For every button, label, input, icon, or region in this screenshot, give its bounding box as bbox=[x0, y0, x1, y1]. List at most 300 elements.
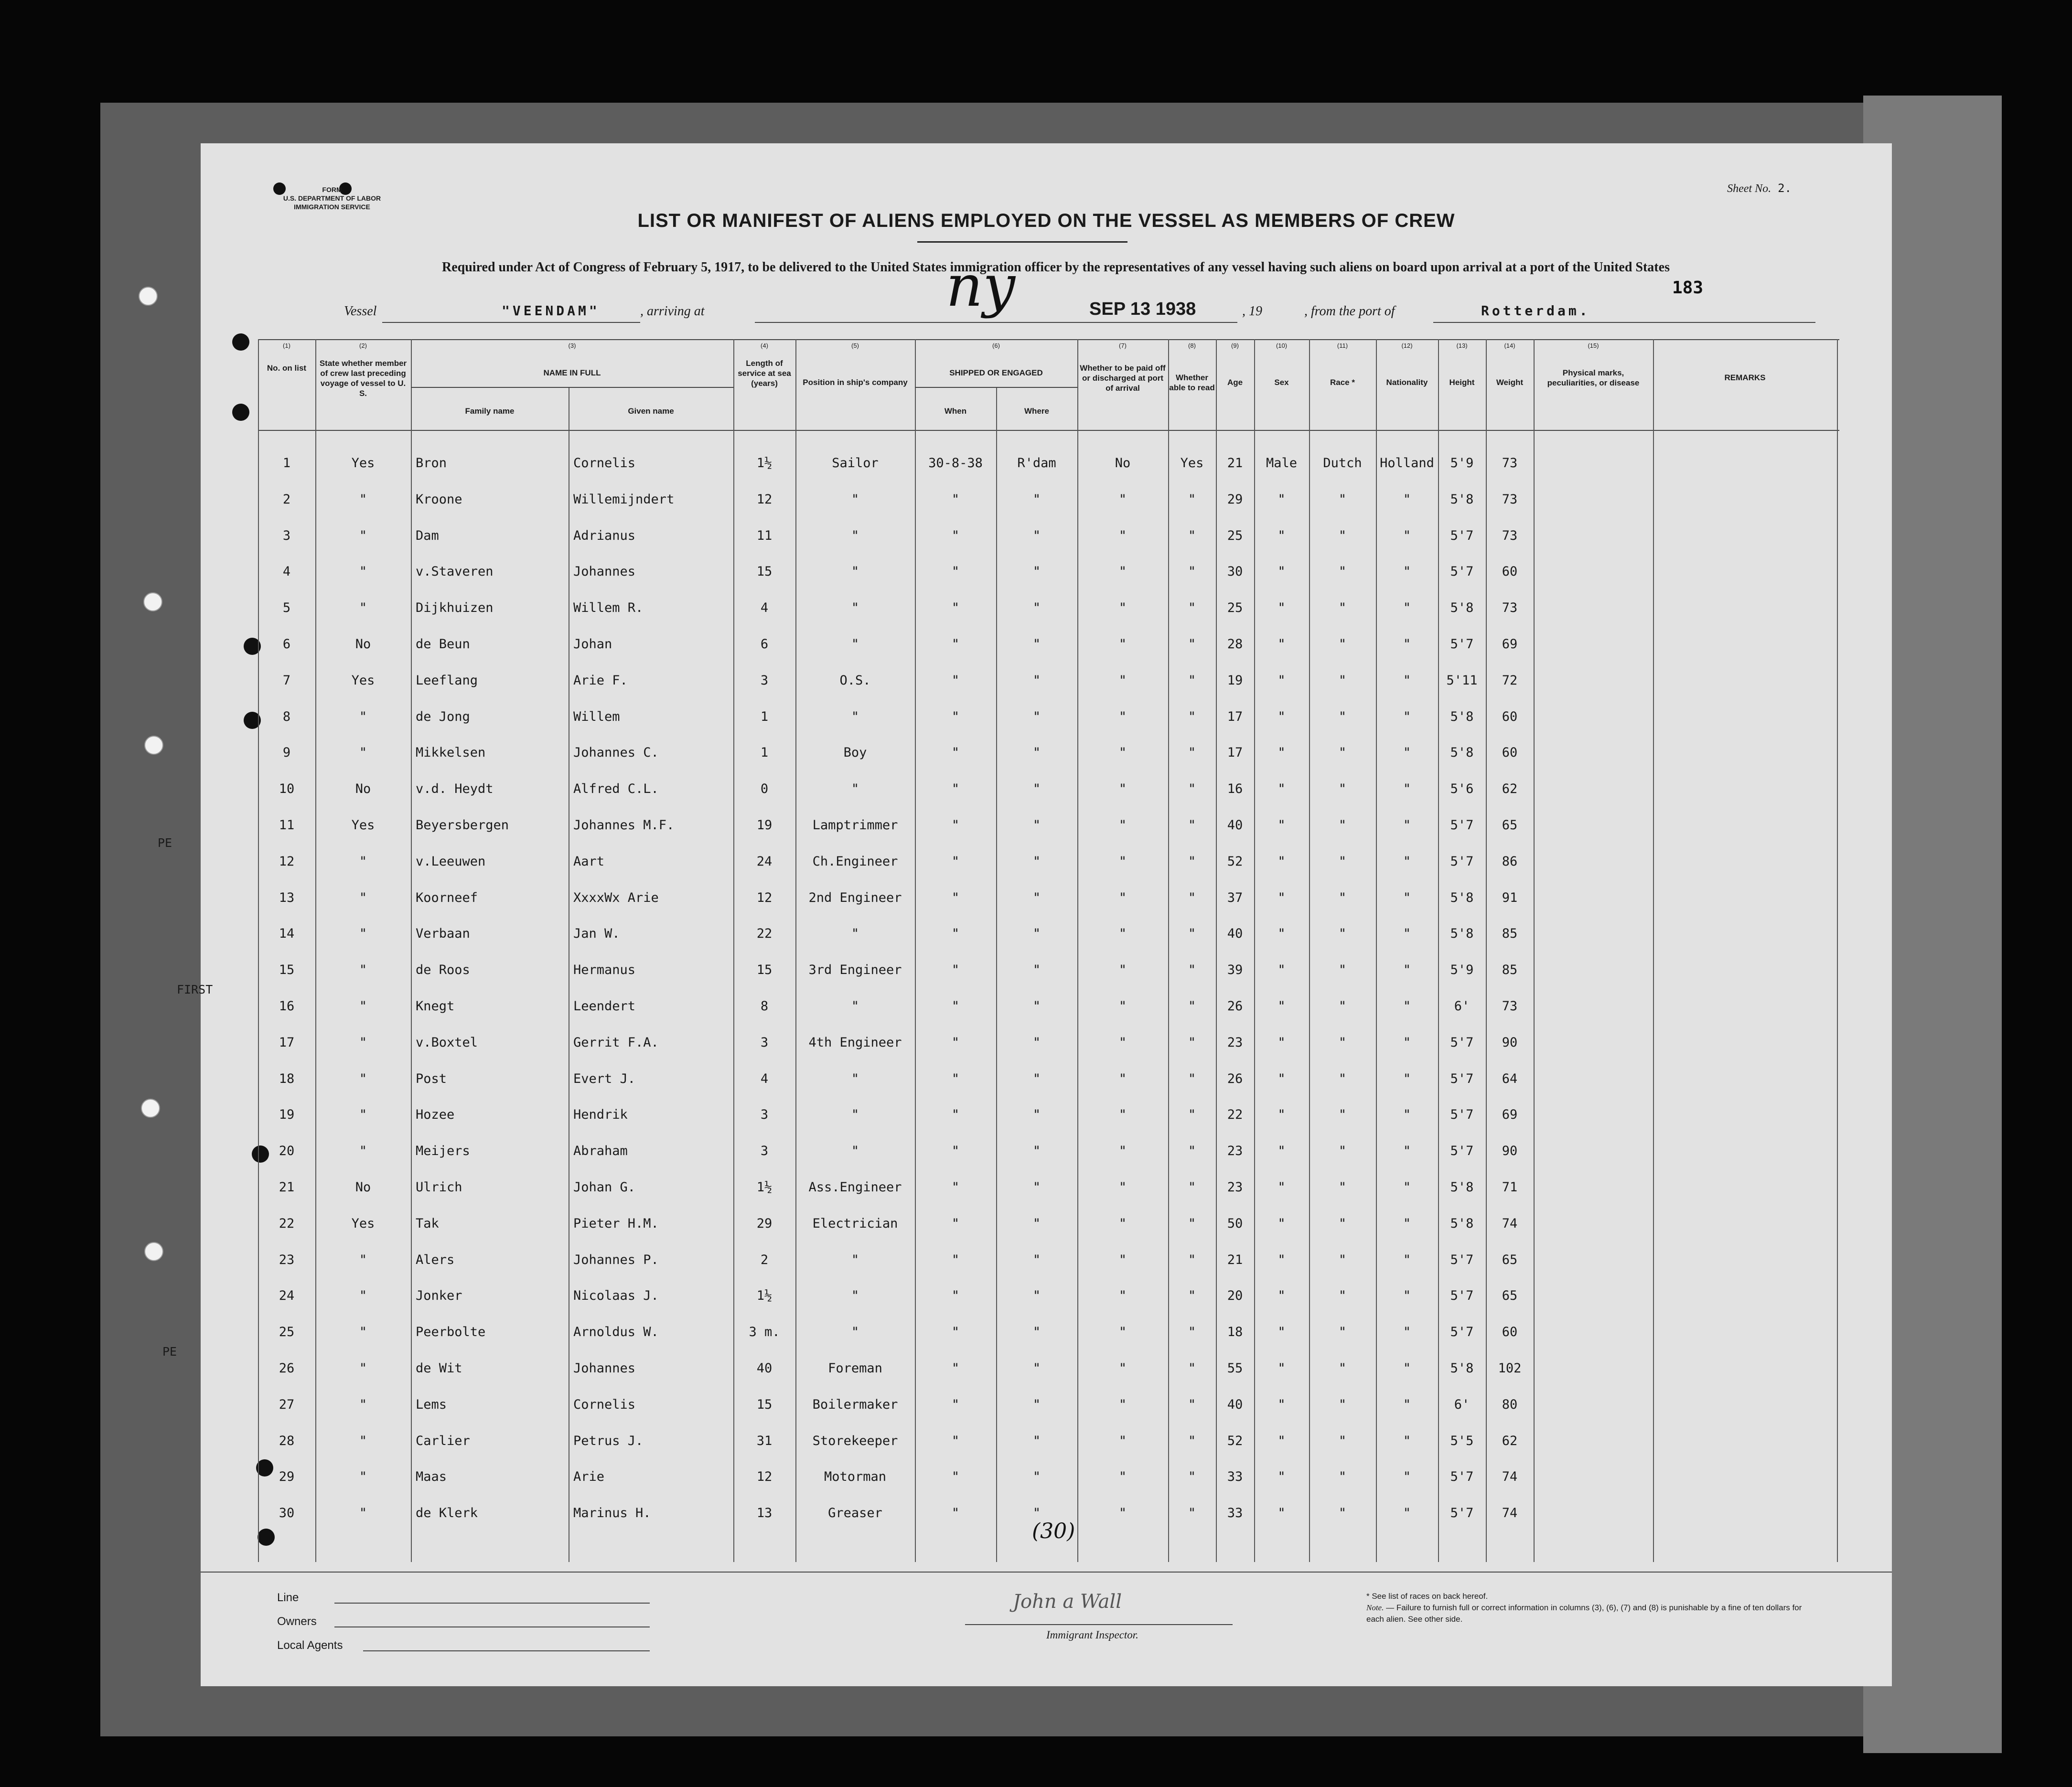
col-header-read: Whether able to read bbox=[1169, 373, 1215, 392]
cell-sex: " bbox=[1278, 1397, 1286, 1412]
cell-prev: No bbox=[355, 637, 371, 652]
col-header-no: No. on list bbox=[267, 364, 307, 373]
from-port-label: , from the port of bbox=[1304, 304, 1395, 319]
cell-height: 5'6 bbox=[1450, 781, 1474, 797]
cell-service: 19 bbox=[756, 818, 773, 833]
cell-given: Evert J. bbox=[573, 1071, 636, 1086]
cell-race: " bbox=[1338, 1216, 1347, 1231]
cell-paid-off: " bbox=[1118, 999, 1127, 1014]
cell-read: " bbox=[1188, 600, 1196, 616]
cell-prev: " bbox=[359, 1361, 367, 1376]
cell-where: " bbox=[1032, 1180, 1041, 1195]
cell-age: 17 bbox=[1227, 709, 1243, 724]
cell-prev: " bbox=[359, 1325, 367, 1340]
cell-weight: 90 bbox=[1502, 1144, 1518, 1159]
cell-height: 5'7 bbox=[1450, 1288, 1474, 1304]
table-row bbox=[258, 626, 1839, 663]
table-row bbox=[258, 699, 1839, 735]
cell-paid-off: " bbox=[1118, 1433, 1127, 1448]
cell-prev: " bbox=[359, 999, 367, 1014]
cell-family: Koorneef bbox=[416, 890, 478, 905]
cell-when: " bbox=[951, 673, 960, 688]
cell-sex: " bbox=[1278, 1035, 1286, 1050]
col-header-family-name: Family name bbox=[465, 407, 515, 416]
cell-given: Pieter H.M. bbox=[573, 1216, 659, 1231]
cell-position: 4th Engineer bbox=[808, 1035, 902, 1050]
cell-paid-off: " bbox=[1118, 1216, 1127, 1231]
col-header-given-name: Given name bbox=[628, 407, 674, 416]
cell-service: 1½ bbox=[756, 1288, 773, 1304]
cell-no: 16 bbox=[279, 999, 295, 1014]
cell-given: Abraham bbox=[573, 1144, 628, 1159]
cell-where: " bbox=[1032, 890, 1041, 905]
cell-prev: " bbox=[359, 745, 367, 760]
cell-when: " bbox=[951, 1433, 960, 1448]
cell-given: Willemijndert bbox=[573, 492, 675, 507]
cell-where: " bbox=[1032, 600, 1041, 616]
service: IMMIGRATION SERVICE bbox=[294, 203, 370, 211]
cell-sex: " bbox=[1278, 1506, 1286, 1521]
cell-service: 3 m. bbox=[749, 1325, 780, 1340]
cell-given: Cornelis bbox=[573, 456, 636, 471]
cell-race: " bbox=[1338, 781, 1347, 797]
cell-position: 3rd Engineer bbox=[808, 963, 902, 978]
cell-race: " bbox=[1338, 1325, 1347, 1340]
col-number: (15) bbox=[1588, 342, 1599, 349]
cell-no: 19 bbox=[279, 1107, 295, 1123]
cell-sex: " bbox=[1278, 999, 1286, 1014]
cell-weight: 73 bbox=[1502, 456, 1518, 471]
cell-paid-off: " bbox=[1118, 709, 1127, 724]
cell-given: Hermanus bbox=[573, 963, 636, 978]
cell-prev: " bbox=[359, 1144, 367, 1159]
table-row bbox=[258, 880, 1839, 916]
cell-nationality: " bbox=[1403, 492, 1411, 507]
cell-sex: " bbox=[1278, 637, 1286, 652]
cell-given: Jan W. bbox=[573, 926, 620, 942]
cell-height: 5'7 bbox=[1450, 818, 1474, 833]
cell-service: 15 bbox=[756, 564, 773, 579]
cell-height: 5'7 bbox=[1450, 854, 1474, 869]
cell-weight: 90 bbox=[1502, 1035, 1518, 1050]
punch-hole bbox=[232, 404, 249, 421]
col-header-nationality: Nationality bbox=[1386, 378, 1428, 387]
cell-no: 5 bbox=[282, 600, 291, 616]
cell-when: " bbox=[951, 709, 960, 724]
cell-age: 50 bbox=[1227, 1216, 1243, 1231]
name-subrule bbox=[411, 387, 733, 388]
table-row bbox=[258, 988, 1839, 1025]
cell-weight: 85 bbox=[1502, 926, 1518, 942]
cell-read: " bbox=[1188, 1506, 1196, 1521]
table-row bbox=[258, 771, 1839, 807]
col-header-remarks: REMARKS bbox=[1724, 373, 1766, 382]
cell-no: 18 bbox=[279, 1071, 295, 1086]
cell-sex: " bbox=[1278, 1144, 1286, 1159]
cell-paid-off: " bbox=[1118, 673, 1127, 688]
cell-weight: 72 bbox=[1502, 673, 1518, 688]
cell-height: 5'11 bbox=[1446, 673, 1478, 688]
cell-weight: 65 bbox=[1502, 818, 1518, 833]
cell-when: " bbox=[951, 1506, 960, 1521]
footer-rule bbox=[201, 1572, 1892, 1573]
cell-prev: " bbox=[359, 528, 367, 543]
cell-age: 21 bbox=[1227, 1252, 1243, 1267]
cell-race: " bbox=[1338, 1288, 1347, 1304]
cell-weight: 85 bbox=[1502, 963, 1518, 978]
cell-no: 2 bbox=[282, 492, 291, 507]
cell-given: Cornelis bbox=[573, 1397, 636, 1412]
cell-position: Electrician bbox=[812, 1216, 898, 1231]
cell-age: 30 bbox=[1227, 564, 1243, 579]
cell-service: 15 bbox=[756, 1397, 773, 1412]
cell-no: 9 bbox=[282, 745, 291, 760]
col-number: (4) bbox=[761, 342, 768, 349]
cell-height: 5'9 bbox=[1450, 963, 1474, 978]
cell-prev: Yes bbox=[351, 456, 375, 471]
cell-read: " bbox=[1188, 564, 1196, 579]
cell-where: " bbox=[1032, 963, 1041, 978]
table-row bbox=[258, 1169, 1839, 1206]
cell-age: 37 bbox=[1227, 890, 1243, 905]
table-row bbox=[258, 952, 1839, 988]
inspector-signature: John a Wall bbox=[1013, 1591, 1122, 1613]
col-number: (7) bbox=[1119, 342, 1127, 349]
cell-sex: " bbox=[1278, 673, 1286, 688]
cell-position: Foreman bbox=[828, 1361, 882, 1376]
cell-family: de Roos bbox=[416, 963, 470, 978]
cell-weight: 62 bbox=[1502, 1433, 1518, 1448]
cell-position: " bbox=[851, 709, 859, 724]
cell-when: " bbox=[951, 637, 960, 652]
cell-nationality: " bbox=[1403, 854, 1411, 869]
cell-read: " bbox=[1188, 1035, 1196, 1050]
cell-family: Dam bbox=[416, 528, 439, 543]
cell-nationality: " bbox=[1403, 999, 1411, 1014]
manifest-page bbox=[158, 143, 1892, 1686]
cell-no: 14 bbox=[279, 926, 295, 942]
cell-no: 3 bbox=[282, 528, 291, 543]
cell-paid-off: " bbox=[1118, 781, 1127, 797]
cell-no: 28 bbox=[279, 1433, 295, 1448]
cell-when: " bbox=[951, 1107, 960, 1123]
cell-where: " bbox=[1032, 1144, 1041, 1159]
col-number: (2) bbox=[359, 342, 367, 349]
cell-prev: Yes bbox=[351, 1216, 375, 1231]
cell-family: de Jong bbox=[416, 709, 470, 724]
cell-when: " bbox=[951, 1252, 960, 1267]
table-row bbox=[258, 844, 1839, 880]
cell-given: Leendert bbox=[573, 999, 636, 1014]
binder-hole bbox=[141, 1099, 160, 1118]
cell-where: " bbox=[1032, 709, 1041, 724]
cell-service: 40 bbox=[756, 1361, 773, 1376]
col-header-height: Height bbox=[1449, 378, 1475, 387]
cell-paid-off: " bbox=[1118, 600, 1127, 616]
shipped-subrule bbox=[915, 387, 1077, 388]
cell-height: 5'7 bbox=[1450, 1144, 1474, 1159]
cell-where: " bbox=[1032, 745, 1041, 760]
cell-family: Tak bbox=[416, 1216, 439, 1231]
cell-read: " bbox=[1188, 999, 1196, 1014]
cell-when: " bbox=[951, 963, 960, 978]
race-note: * See list of races on back hereof. bbox=[1366, 1592, 1488, 1601]
cell-position: Ch.Engineer bbox=[812, 854, 898, 869]
cell-family: Bron bbox=[416, 456, 447, 471]
agents-rule bbox=[363, 1650, 650, 1651]
cell-sex: " bbox=[1278, 1071, 1286, 1086]
table-row bbox=[258, 916, 1839, 952]
arrival-underline bbox=[755, 322, 1237, 323]
cell-family: de Klerk bbox=[416, 1506, 478, 1521]
cell-no: 1 bbox=[282, 456, 291, 471]
cell-height: 5'7 bbox=[1450, 1506, 1474, 1521]
cell-given: Petrus J. bbox=[573, 1433, 644, 1448]
cell-given: Johannes C. bbox=[573, 745, 659, 760]
cell-read: " bbox=[1188, 1071, 1196, 1086]
cell-weight: 65 bbox=[1502, 1252, 1518, 1267]
col-header-physical-marks: Physical marks, peculiarities, or disease bbox=[1547, 368, 1640, 387]
cell-no: 29 bbox=[279, 1469, 295, 1485]
cell-no: 10 bbox=[279, 781, 295, 797]
col-number: (3) bbox=[568, 342, 576, 349]
cell-position: " bbox=[851, 926, 859, 942]
cell-sex: " bbox=[1278, 1252, 1286, 1267]
cell-prev: " bbox=[359, 890, 367, 905]
cell-where: " bbox=[1032, 673, 1041, 688]
cell-where: " bbox=[1032, 528, 1041, 543]
vessel-label: Vessel bbox=[344, 304, 377, 319]
sheet-number bbox=[1727, 182, 1792, 195]
cell-paid-off: " bbox=[1118, 1252, 1127, 1267]
cell-read: " bbox=[1188, 1469, 1196, 1485]
cell-race: " bbox=[1338, 528, 1347, 543]
cell-race: " bbox=[1338, 709, 1347, 724]
cell-height: 6' bbox=[1454, 1397, 1470, 1412]
col-number: (11) bbox=[1337, 342, 1348, 349]
cell-given: Arie F. bbox=[573, 673, 628, 688]
cell-where: " bbox=[1032, 1469, 1041, 1485]
inspector-rule bbox=[965, 1624, 1233, 1625]
cell-height: 6' bbox=[1454, 999, 1470, 1014]
cell-position: Storekeeper bbox=[812, 1433, 898, 1448]
cell-given: Willem R. bbox=[573, 600, 644, 616]
cell-weight: 73 bbox=[1502, 492, 1518, 507]
arrival-port-handwritten: ny bbox=[946, 253, 1016, 320]
table-row bbox=[258, 1387, 1839, 1423]
table-row bbox=[258, 1133, 1839, 1169]
cell-family: v.Boxtel bbox=[416, 1035, 478, 1050]
cell-race: " bbox=[1338, 1252, 1347, 1267]
cell-position: " bbox=[851, 1252, 859, 1267]
cell-read: " bbox=[1188, 1144, 1196, 1159]
cell-age: 40 bbox=[1227, 1397, 1243, 1412]
cell-when: " bbox=[951, 564, 960, 579]
title-underline bbox=[917, 241, 1127, 243]
cell-position: Ass.Engineer bbox=[808, 1180, 902, 1195]
cell-when: " bbox=[951, 1144, 960, 1159]
col-header-age: Age bbox=[1227, 378, 1243, 387]
cell-no: 21 bbox=[279, 1180, 295, 1195]
cell-no: 12 bbox=[279, 854, 295, 869]
cell-service: 13 bbox=[756, 1506, 773, 1521]
cell-nationality: " bbox=[1403, 1433, 1411, 1448]
cell-family: Mikkelsen bbox=[416, 745, 486, 760]
cell-prev: Yes bbox=[351, 673, 375, 688]
cell-nationality: " bbox=[1403, 564, 1411, 579]
cell-age: 39 bbox=[1227, 963, 1243, 978]
cell-age: 23 bbox=[1227, 1144, 1243, 1159]
table-row bbox=[258, 663, 1839, 699]
col-header-paid-off: Whether to be paid off or discharged at port of arrival bbox=[1080, 364, 1166, 393]
cell-age: 52 bbox=[1227, 854, 1243, 869]
cell-no: 8 bbox=[282, 709, 291, 724]
cell-prev: " bbox=[359, 564, 367, 579]
table-row bbox=[258, 1350, 1839, 1387]
cell-nationality: " bbox=[1403, 637, 1411, 652]
cell-family: Verbaan bbox=[416, 926, 470, 942]
cell-no: 6 bbox=[282, 637, 291, 652]
cell-nationality: " bbox=[1403, 1180, 1411, 1195]
cell-nationality: " bbox=[1403, 1397, 1411, 1412]
handwritten-total: (30) bbox=[1032, 1519, 1075, 1543]
cell-no: 27 bbox=[279, 1397, 295, 1412]
table-row bbox=[258, 807, 1839, 844]
col-header-service: Length of service at sea (years) bbox=[738, 359, 791, 388]
cell-family: Knegt bbox=[416, 999, 455, 1014]
cell-age: 25 bbox=[1227, 600, 1243, 616]
cell-read: " bbox=[1188, 745, 1196, 760]
cell-nationality: " bbox=[1403, 1252, 1411, 1267]
cell-paid-off: " bbox=[1118, 890, 1127, 905]
cell-nationality: " bbox=[1403, 890, 1411, 905]
col-number: (1) bbox=[283, 342, 290, 349]
cell-service: 1½ bbox=[756, 456, 773, 471]
cell-family: Ulrich bbox=[416, 1180, 462, 1195]
cell-where: " bbox=[1032, 1252, 1041, 1267]
cell-paid-off: " bbox=[1118, 1107, 1127, 1123]
cell-where: " bbox=[1032, 1216, 1041, 1231]
cell-when: " bbox=[951, 818, 960, 833]
cell-age: 33 bbox=[1227, 1506, 1243, 1521]
cell-when: " bbox=[951, 1071, 960, 1086]
cell-service: 1½ bbox=[756, 1180, 773, 1195]
table-row bbox=[258, 1061, 1839, 1097]
cell-weight: 73 bbox=[1502, 600, 1518, 616]
cell-read: " bbox=[1188, 818, 1196, 833]
cell-sex: " bbox=[1278, 926, 1286, 942]
cell-where: " bbox=[1032, 1071, 1041, 1086]
cell-age: 26 bbox=[1227, 1071, 1243, 1086]
cell-family: de Beun bbox=[416, 637, 470, 652]
cell-read: " bbox=[1188, 673, 1196, 688]
table-row bbox=[258, 1278, 1839, 1314]
cell-given: Nicolaas J. bbox=[573, 1288, 659, 1304]
cell-sex: " bbox=[1278, 528, 1286, 543]
cell-height: 5'8 bbox=[1450, 745, 1474, 760]
cell-nationality: Holland bbox=[1380, 456, 1434, 471]
cell-position: " bbox=[851, 637, 859, 652]
margin-note: PE bbox=[158, 836, 172, 850]
cell-given: Gerrit F.A. bbox=[573, 1035, 659, 1050]
cell-paid-off: " bbox=[1118, 818, 1127, 833]
cell-where: " bbox=[1032, 854, 1041, 869]
cell-nationality: " bbox=[1403, 1216, 1411, 1231]
col-header-previous-voyage: State whether member of crew last preceding voyage of vessel to U. S. bbox=[319, 359, 407, 398]
cell-sex: " bbox=[1278, 492, 1286, 507]
cell-service: 12 bbox=[756, 1469, 773, 1485]
cell-read: " bbox=[1188, 1216, 1196, 1231]
cell-no: 25 bbox=[279, 1325, 295, 1340]
cell-sex: " bbox=[1278, 1433, 1286, 1448]
cell-when: " bbox=[951, 492, 960, 507]
cell-weight: 73 bbox=[1502, 999, 1518, 1014]
cell-nationality: " bbox=[1403, 528, 1411, 543]
cell-prev: " bbox=[359, 1252, 367, 1267]
table-row bbox=[258, 1459, 1839, 1495]
cell-position: Lamptrimmer bbox=[812, 818, 898, 833]
cell-sex: " bbox=[1278, 564, 1286, 579]
cell-service: 22 bbox=[756, 926, 773, 942]
cell-sex: " bbox=[1278, 1216, 1286, 1231]
cell-position: " bbox=[851, 600, 859, 616]
cell-read: " bbox=[1188, 1361, 1196, 1376]
cell-nationality: " bbox=[1403, 963, 1411, 978]
cell-where: " bbox=[1032, 926, 1041, 942]
margin-note: FIRST bbox=[177, 983, 213, 996]
cell-nationality: " bbox=[1403, 781, 1411, 797]
cell-race: " bbox=[1338, 1397, 1347, 1412]
col-number: (13) bbox=[1456, 342, 1468, 349]
port-underline bbox=[1433, 322, 1815, 323]
cell-paid-off: " bbox=[1118, 564, 1127, 579]
cell-where: " bbox=[1032, 1107, 1041, 1123]
cell-sex: " bbox=[1278, 890, 1286, 905]
cell-prev: " bbox=[359, 1433, 367, 1448]
cell-height: 5'7 bbox=[1450, 1107, 1474, 1123]
cell-family: Beyersbergen bbox=[416, 818, 509, 833]
cell-age: 16 bbox=[1227, 781, 1243, 797]
arrival-date-stamp: SEP 13 1938 bbox=[1089, 299, 1196, 319]
binder-hole bbox=[144, 736, 163, 755]
cell-when: " bbox=[951, 1325, 960, 1340]
cell-paid-off: " bbox=[1118, 1071, 1127, 1086]
cell-height: 5'8 bbox=[1450, 1361, 1474, 1376]
cell-read: " bbox=[1188, 890, 1196, 905]
cell-no: 23 bbox=[279, 1252, 295, 1267]
sheet-label: Sheet No. bbox=[1727, 182, 1771, 195]
cell-weight: 80 bbox=[1502, 1397, 1518, 1412]
cell-race: " bbox=[1338, 637, 1347, 652]
cell-prev: " bbox=[359, 926, 367, 942]
cell-service: 29 bbox=[756, 1216, 773, 1231]
table-row bbox=[258, 735, 1839, 771]
cell-no: 11 bbox=[279, 818, 295, 833]
cell-where: " bbox=[1032, 1397, 1041, 1412]
cell-race: " bbox=[1338, 673, 1347, 688]
cell-nationality: " bbox=[1403, 1361, 1411, 1376]
cell-when: " bbox=[951, 1397, 960, 1412]
cell-sex: " bbox=[1278, 1107, 1286, 1123]
cell-family: Alers bbox=[416, 1252, 455, 1267]
cell-weight: 64 bbox=[1502, 1071, 1518, 1086]
cell-weight: 74 bbox=[1502, 1216, 1518, 1231]
cell-read: " bbox=[1188, 528, 1196, 543]
cell-service: 8 bbox=[760, 999, 769, 1014]
binder-hole bbox=[139, 287, 158, 306]
cell-read: Yes bbox=[1180, 456, 1204, 471]
cell-nationality: " bbox=[1403, 709, 1411, 724]
